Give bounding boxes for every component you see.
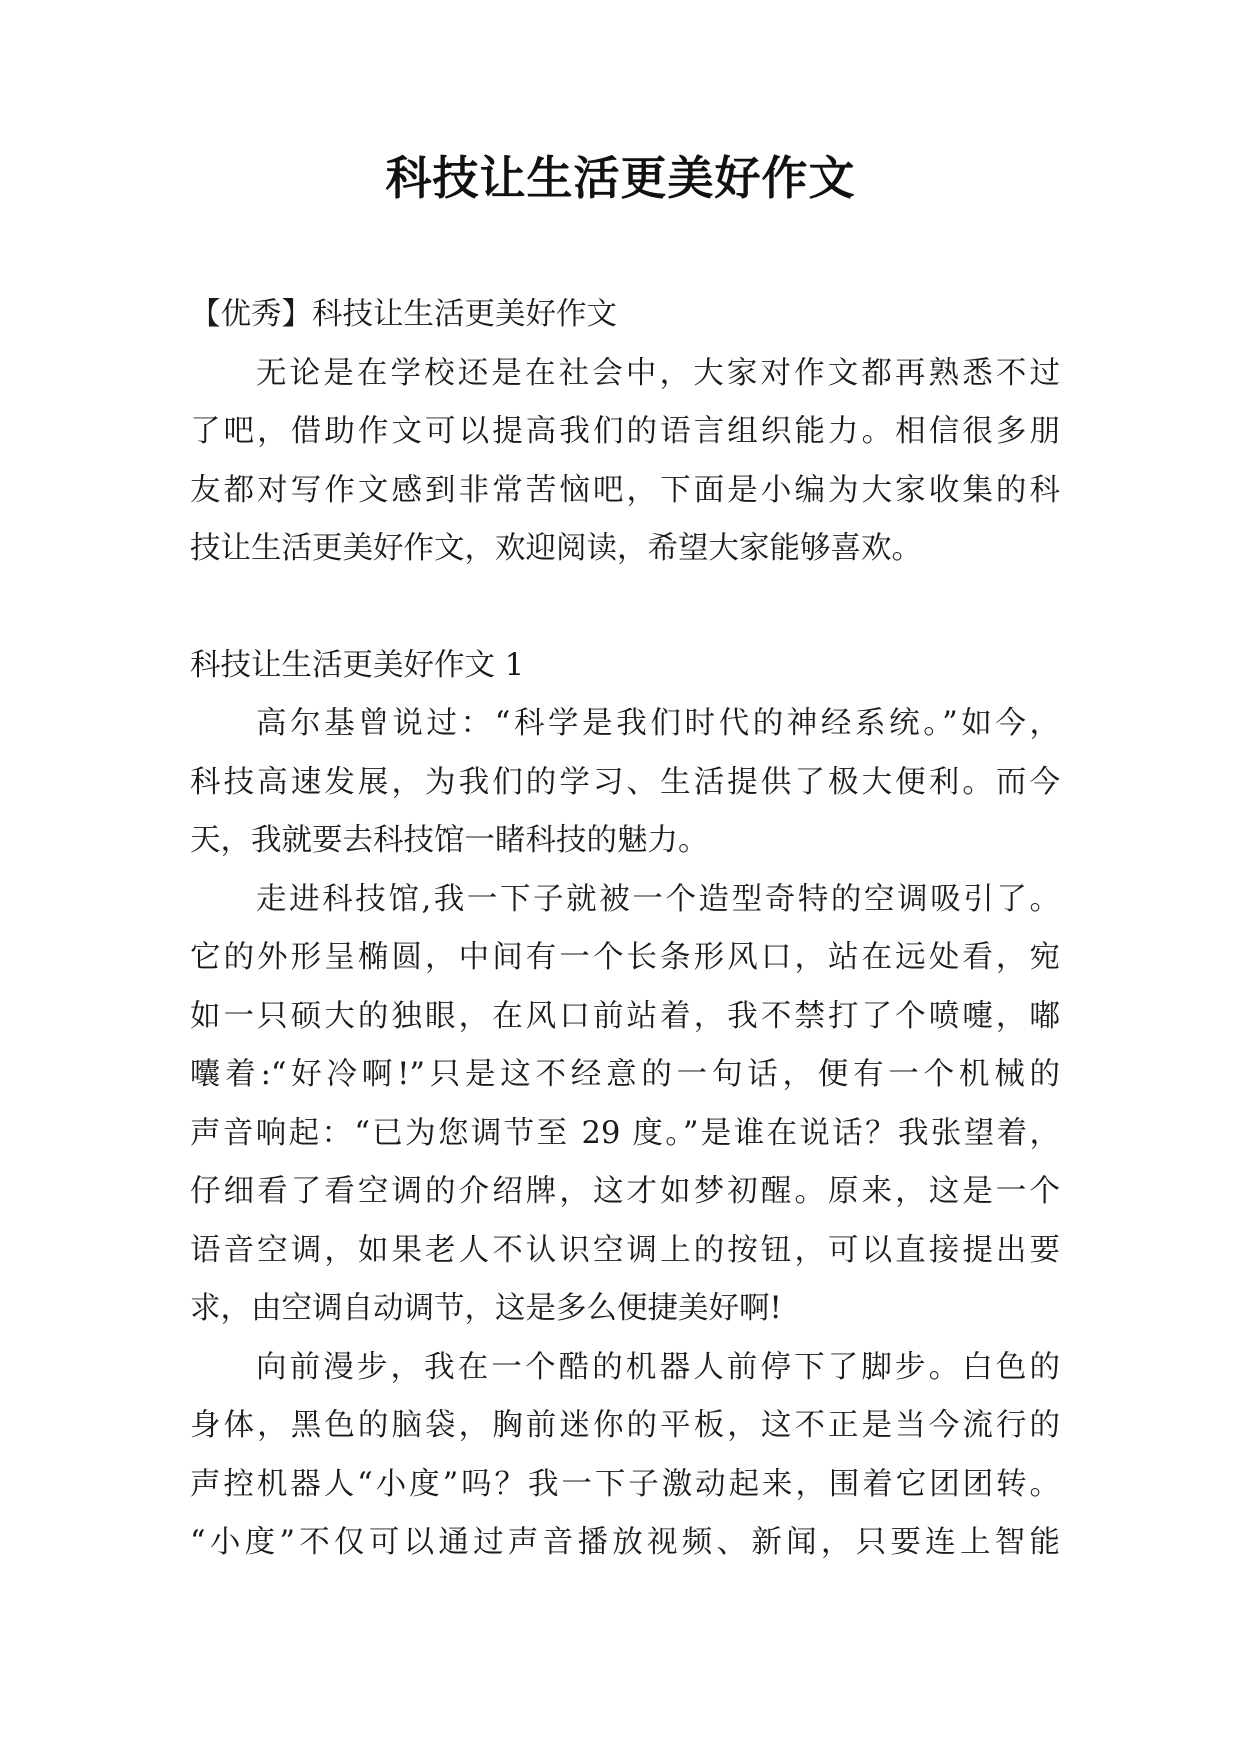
paragraph-line: 身体，黑色的脑袋，胸前迷你的平板，这不正是当今流行的 xyxy=(190,1408,1060,1443)
paragraph-line: 高尔基曾说过：“科学是我们时代的神经系统。”如今， xyxy=(256,706,1060,741)
paragraph-line: 科技高速发展，为我们的学习、生活提供了极大便利。而今 xyxy=(190,764,1060,800)
intro-line: 技让生活更美好作文，欢迎阅读，希望大家能够喜欢。 xyxy=(190,531,922,566)
paragraph-line: 语音空调，如果老人不认识空调上的按钮，可以直接提出要 xyxy=(190,1232,1060,1268)
paragraph-3 xyxy=(190,1339,1060,1573)
paragraph-2 xyxy=(190,871,1060,1339)
intro-line: 友都对写作文感到非常苦恼吧，下面是小编为大家收集的科 xyxy=(190,472,1060,508)
paragraph-line: 囔着:“好冷啊!”只是这不经意的一句话，便有一个机械的 xyxy=(190,1057,1060,1092)
paragraph-line: 仔细看了看空调的介绍牌，这才如梦初醒。原来，这是一个 xyxy=(190,1174,1060,1209)
paragraph-gap xyxy=(190,579,1060,637)
intro-paragraph xyxy=(190,345,1060,579)
document-subtitle: 【优秀】科技让生活更美好作文 xyxy=(190,297,617,332)
paragraph-1 xyxy=(190,695,1060,871)
paragraph-line: 如一只硕大的独眼，在风口前站着，我不禁打了个喷嚏，嘟 xyxy=(190,998,1060,1034)
paragraph-line: 天，我就要去科技馆一睹科技的魅力。 xyxy=(190,823,709,858)
paragraph-line: 它的外形呈椭圆，中间有一个长条形风口，站在远处看，宛 xyxy=(190,940,1060,975)
document-body xyxy=(190,286,1060,1573)
paragraph-line: 求，由空调自动调节，这是多么便捷美好啊! xyxy=(190,1291,782,1326)
paragraph-line: 声音响起：“已为您调节至 29 度。”是谁在说话？我张望着， xyxy=(190,1115,1060,1151)
document-title: 科技让生活更美好作文 xyxy=(385,151,856,205)
paragraph-line: 向前漫步，我在一个酷的机器人前停下了脚步。白色的 xyxy=(256,1349,1060,1385)
paragraph-line: 声控机器人“小度”吗？我一下子激动起来，围着它团团转。 xyxy=(190,1466,1060,1502)
intro-line: 无论是在学校还是在社会中，大家对作文都再熟悉不过 xyxy=(256,355,1060,391)
paragraph-line: “小度”不仅可以通过声音播放视频、新闻，只要连上智能 xyxy=(190,1525,1060,1560)
section-heading: 科技让生活更美好作文 1 xyxy=(190,647,525,683)
intro-line: 了吧，借助作文可以提高我们的语言组织能力。相信很多朋 xyxy=(190,414,1060,449)
paragraph-line: 走进科技馆,我一下子就被一个造型奇特的空调吸引了。 xyxy=(256,881,1060,917)
